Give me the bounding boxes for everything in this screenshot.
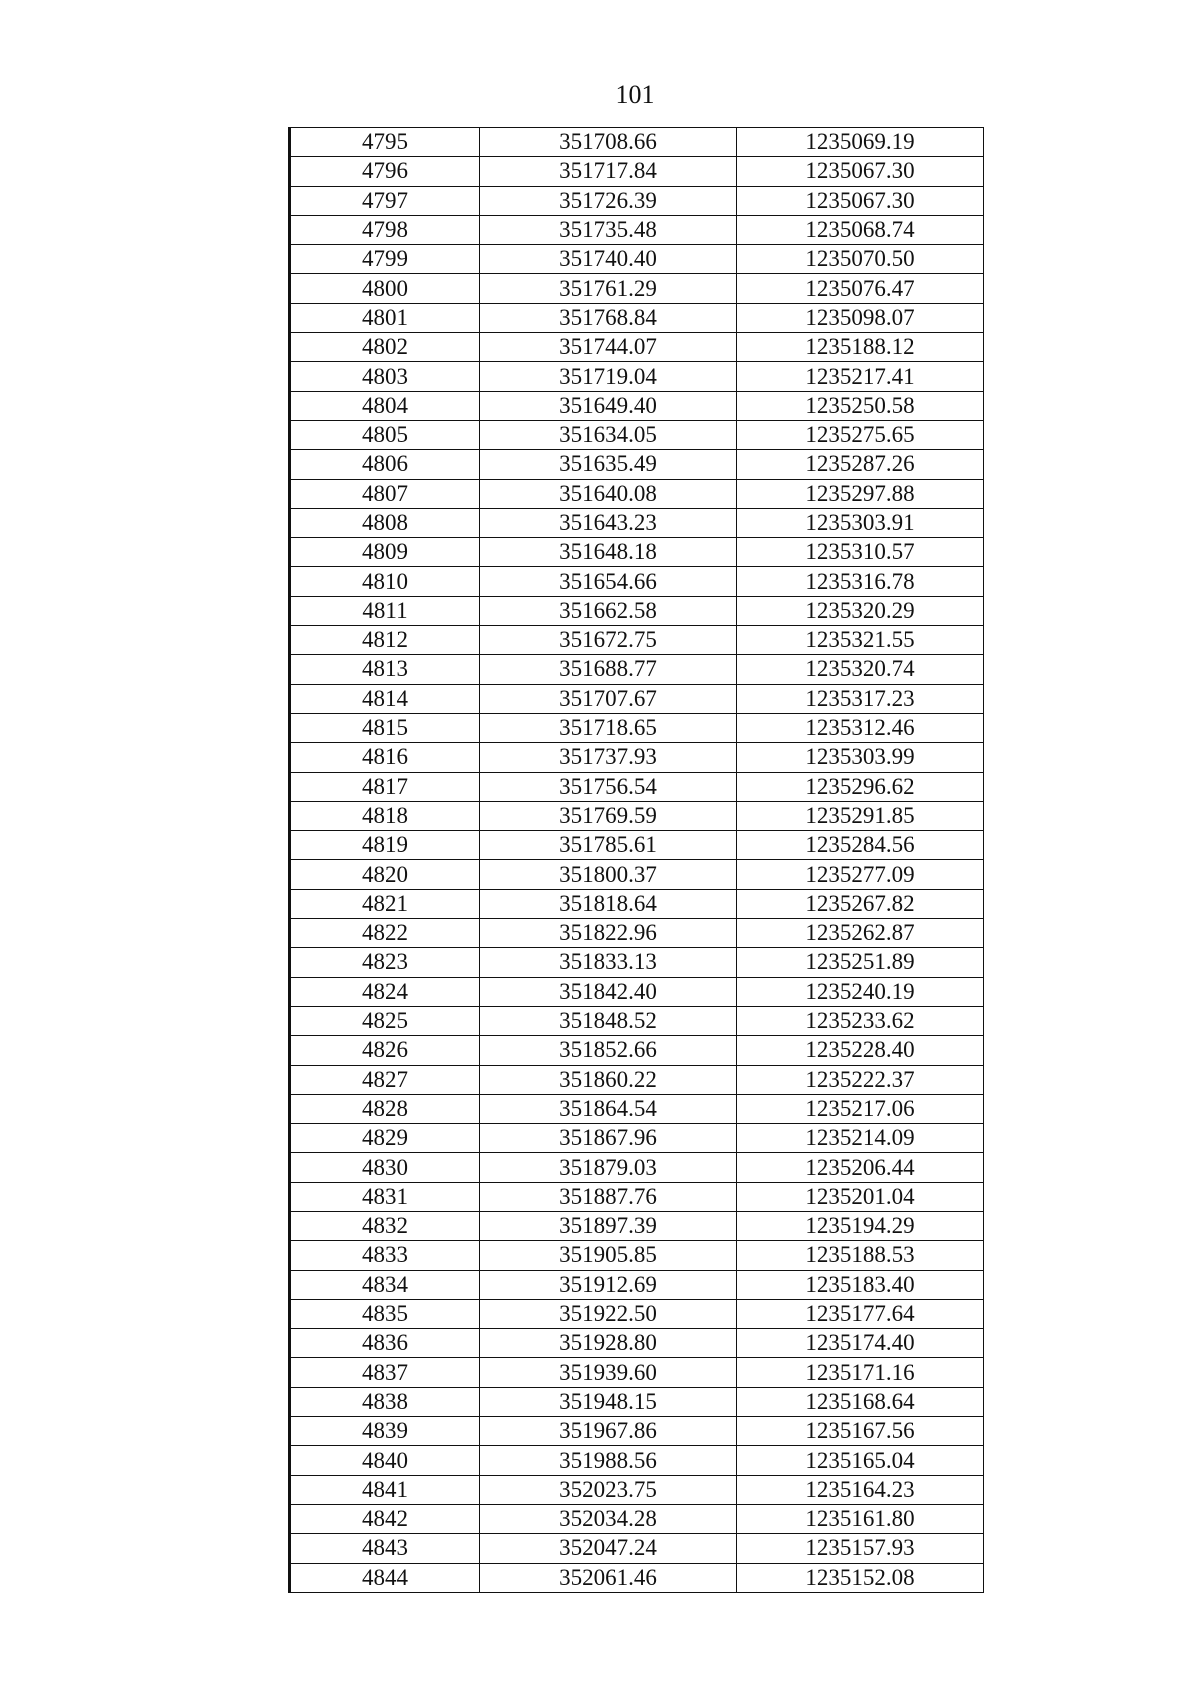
- y-coordinate-cell: 1235320.74: [737, 655, 984, 684]
- point-number-cell: 4838: [290, 1387, 480, 1416]
- x-coordinate-cell: 351769.59: [480, 801, 737, 830]
- x-coordinate-cell: 351640.08: [480, 479, 737, 508]
- point-number-cell: 4837: [290, 1358, 480, 1387]
- table-row: [290, 479, 984, 508]
- x-coordinate-cell: 351726.39: [480, 186, 737, 215]
- y-coordinate-cell: 1235177.64: [737, 1299, 984, 1328]
- table-row: [290, 1153, 984, 1182]
- point-number-cell: 4795: [290, 128, 480, 157]
- y-coordinate-cell: 1235251.89: [737, 948, 984, 977]
- y-coordinate-cell: 1235284.56: [737, 831, 984, 860]
- coordinate-table-body: [290, 128, 984, 1593]
- y-coordinate-cell: 1235165.04: [737, 1446, 984, 1475]
- point-number-cell: 4831: [290, 1182, 480, 1211]
- table-row: [290, 1036, 984, 1065]
- y-coordinate-cell: 1235167.56: [737, 1417, 984, 1446]
- point-number-cell: 4802: [290, 333, 480, 362]
- x-coordinate-cell: 351988.56: [480, 1446, 737, 1475]
- point-number-cell: 4824: [290, 977, 480, 1006]
- y-coordinate-cell: 1235287.26: [737, 450, 984, 479]
- x-coordinate-cell: 351928.80: [480, 1329, 737, 1358]
- table-row: [290, 1329, 984, 1358]
- y-coordinate-cell: 1235068.74: [737, 215, 984, 244]
- table-row: [290, 215, 984, 244]
- x-coordinate-cell: 351785.61: [480, 831, 737, 860]
- point-number-cell: 4842: [290, 1504, 480, 1533]
- table-row: [290, 391, 984, 420]
- page-number: 101: [615, 80, 655, 109]
- y-coordinate-cell: 1235183.40: [737, 1270, 984, 1299]
- table-row: [290, 245, 984, 274]
- table-row: [290, 1094, 984, 1123]
- x-coordinate-cell: 351822.96: [480, 919, 737, 948]
- point-number-cell: 4843: [290, 1534, 480, 1563]
- x-coordinate-cell: 351852.66: [480, 1036, 737, 1065]
- table-row: [290, 508, 984, 537]
- y-coordinate-cell: 1235217.06: [737, 1094, 984, 1123]
- point-number-cell: 4799: [290, 245, 480, 274]
- point-number-cell: 4841: [290, 1475, 480, 1504]
- table-row: [290, 713, 984, 742]
- table-row: [290, 1124, 984, 1153]
- y-coordinate-cell: 1235098.07: [737, 303, 984, 332]
- y-coordinate-cell: 1235267.82: [737, 889, 984, 918]
- table-row: [290, 831, 984, 860]
- point-number-cell: 4797: [290, 186, 480, 215]
- x-coordinate-cell: 351922.50: [480, 1299, 737, 1328]
- table-row: [290, 655, 984, 684]
- x-coordinate-cell: 351768.84: [480, 303, 737, 332]
- point-number-cell: 4829: [290, 1124, 480, 1153]
- y-coordinate-cell: 1235069.19: [737, 128, 984, 157]
- table-row: [290, 1358, 984, 1387]
- table-row: [290, 772, 984, 801]
- x-coordinate-cell: 351662.58: [480, 596, 737, 625]
- y-coordinate-cell: 1235174.40: [737, 1329, 984, 1358]
- point-number-cell: 4808: [290, 508, 480, 537]
- table-row: [290, 1387, 984, 1416]
- x-coordinate-cell: 351864.54: [480, 1094, 737, 1123]
- point-number-cell: 4820: [290, 860, 480, 889]
- point-number-cell: 4827: [290, 1065, 480, 1094]
- x-coordinate-cell: 351897.39: [480, 1211, 737, 1240]
- y-coordinate-cell: 1235164.23: [737, 1475, 984, 1504]
- table-row: [290, 567, 984, 596]
- table-row: [290, 420, 984, 449]
- point-number-cell: 4807: [290, 479, 480, 508]
- x-coordinate-cell: 351718.65: [480, 713, 737, 742]
- table-row: [290, 1299, 984, 1328]
- y-coordinate-cell: 1235171.16: [737, 1358, 984, 1387]
- y-coordinate-cell: 1235157.93: [737, 1534, 984, 1563]
- y-coordinate-cell: 1235296.62: [737, 772, 984, 801]
- y-coordinate-cell: 1235201.04: [737, 1182, 984, 1211]
- table-row: [290, 860, 984, 889]
- y-coordinate-cell: 1235262.87: [737, 919, 984, 948]
- y-coordinate-cell: 1235067.30: [737, 157, 984, 186]
- x-coordinate-cell: 351867.96: [480, 1124, 737, 1153]
- point-number-cell: 4812: [290, 626, 480, 655]
- table-row: [290, 274, 984, 303]
- x-coordinate-cell: 351842.40: [480, 977, 737, 1006]
- x-coordinate-cell: 351735.48: [480, 215, 737, 244]
- x-coordinate-cell: 352023.75: [480, 1475, 737, 1504]
- x-coordinate-cell: 351948.15: [480, 1387, 737, 1416]
- point-number-cell: 4822: [290, 919, 480, 948]
- x-coordinate-cell: 351707.67: [480, 684, 737, 713]
- point-number-cell: 4800: [290, 274, 480, 303]
- y-coordinate-cell: 1235222.37: [737, 1065, 984, 1094]
- x-coordinate-cell: 351800.37: [480, 860, 737, 889]
- point-number-cell: 4833: [290, 1241, 480, 1270]
- x-coordinate-cell: 351912.69: [480, 1270, 737, 1299]
- point-number-cell: 4796: [290, 157, 480, 186]
- x-coordinate-cell: 351744.07: [480, 333, 737, 362]
- point-number-cell: 4818: [290, 801, 480, 830]
- y-coordinate-cell: 1235303.91: [737, 508, 984, 537]
- point-number-cell: 4825: [290, 1006, 480, 1035]
- y-coordinate-cell: 1235217.41: [737, 362, 984, 391]
- point-number-cell: 4817: [290, 772, 480, 801]
- y-coordinate-cell: 1235321.55: [737, 626, 984, 655]
- table-row: [290, 596, 984, 625]
- table-row: [290, 303, 984, 332]
- table-row: [290, 1006, 984, 1035]
- point-number-cell: 4809: [290, 538, 480, 567]
- table-row: [290, 977, 984, 1006]
- table-row: [290, 157, 984, 186]
- point-number-cell: 4836: [290, 1329, 480, 1358]
- point-number-cell: 4819: [290, 831, 480, 860]
- table-row: [290, 919, 984, 948]
- y-coordinate-cell: 1235320.29: [737, 596, 984, 625]
- y-coordinate-cell: 1235233.62: [737, 1006, 984, 1035]
- x-coordinate-cell: 351654.66: [480, 567, 737, 596]
- point-number-cell: 4810: [290, 567, 480, 596]
- y-coordinate-cell: 1235214.09: [737, 1124, 984, 1153]
- y-coordinate-cell: 1235316.78: [737, 567, 984, 596]
- table-row: [290, 1417, 984, 1446]
- point-number-cell: 4832: [290, 1211, 480, 1240]
- x-coordinate-cell: 352061.46: [480, 1563, 737, 1592]
- y-coordinate-cell: 1235291.85: [737, 801, 984, 830]
- y-coordinate-cell: 1235168.64: [737, 1387, 984, 1416]
- x-coordinate-cell: 351818.64: [480, 889, 737, 918]
- point-number-cell: 4828: [290, 1094, 480, 1123]
- y-coordinate-cell: 1235297.88: [737, 479, 984, 508]
- x-coordinate-cell: 351737.93: [480, 743, 737, 772]
- x-coordinate-cell: 351634.05: [480, 420, 737, 449]
- table-row: [290, 333, 984, 362]
- table-row: [290, 1065, 984, 1094]
- table-row: [290, 948, 984, 977]
- point-number-cell: 4798: [290, 215, 480, 244]
- x-coordinate-cell: 351879.03: [480, 1153, 737, 1182]
- x-coordinate-cell: 351887.76: [480, 1182, 737, 1211]
- y-coordinate-cell: 1235067.30: [737, 186, 984, 215]
- y-coordinate-cell: 1235070.50: [737, 245, 984, 274]
- point-number-cell: 4816: [290, 743, 480, 772]
- point-number-cell: 4844: [290, 1563, 480, 1592]
- x-coordinate-cell: 351643.23: [480, 508, 737, 537]
- point-number-cell: 4801: [290, 303, 480, 332]
- x-coordinate-cell: 351708.66: [480, 128, 737, 157]
- y-coordinate-cell: 1235310.57: [737, 538, 984, 567]
- coordinate-table: [288, 127, 984, 1593]
- y-coordinate-cell: 1235275.65: [737, 420, 984, 449]
- y-coordinate-cell: 1235303.99: [737, 743, 984, 772]
- table-row: [290, 1182, 984, 1211]
- x-coordinate-cell: 351860.22: [480, 1065, 737, 1094]
- point-number-cell: 4826: [290, 1036, 480, 1065]
- point-number-cell: 4813: [290, 655, 480, 684]
- table-row: [290, 128, 984, 157]
- point-number-cell: 4823: [290, 948, 480, 977]
- y-coordinate-cell: 1235161.80: [737, 1504, 984, 1533]
- point-number-cell: 4834: [290, 1270, 480, 1299]
- table-row: [290, 684, 984, 713]
- y-coordinate-cell: 1235250.58: [737, 391, 984, 420]
- x-coordinate-cell: 351672.75: [480, 626, 737, 655]
- point-number-cell: 4803: [290, 362, 480, 391]
- table-row: [290, 743, 984, 772]
- x-coordinate-cell: 351939.60: [480, 1358, 737, 1387]
- point-number-cell: 4839: [290, 1417, 480, 1446]
- table-row: [290, 1211, 984, 1240]
- x-coordinate-cell: 351717.84: [480, 157, 737, 186]
- table-row: [290, 1270, 984, 1299]
- x-coordinate-cell: 351648.18: [480, 538, 737, 567]
- table-row: [290, 626, 984, 655]
- point-number-cell: 4830: [290, 1153, 480, 1182]
- x-coordinate-cell: 351848.52: [480, 1006, 737, 1035]
- y-coordinate-cell: 1235228.40: [737, 1036, 984, 1065]
- y-coordinate-cell: 1235188.53: [737, 1241, 984, 1270]
- table-row: [290, 1504, 984, 1533]
- y-coordinate-cell: 1235206.44: [737, 1153, 984, 1182]
- x-coordinate-cell: 351756.54: [480, 772, 737, 801]
- x-coordinate-cell: 351905.85: [480, 1241, 737, 1270]
- x-coordinate-cell: 351761.29: [480, 274, 737, 303]
- x-coordinate-cell: 351833.13: [480, 948, 737, 977]
- table-row: [290, 1534, 984, 1563]
- point-number-cell: 4840: [290, 1446, 480, 1475]
- point-number-cell: 4806: [290, 450, 480, 479]
- table-row: [290, 801, 984, 830]
- table-row: [290, 889, 984, 918]
- point-number-cell: 4821: [290, 889, 480, 918]
- table-row: [290, 1241, 984, 1270]
- table-row: [290, 450, 984, 479]
- point-number-cell: 4814: [290, 684, 480, 713]
- table-row: [290, 1563, 984, 1592]
- point-number-cell: 4811: [290, 596, 480, 625]
- x-coordinate-cell: 351740.40: [480, 245, 737, 274]
- y-coordinate-cell: 1235240.19: [737, 977, 984, 1006]
- y-coordinate-cell: 1235152.08: [737, 1563, 984, 1592]
- y-coordinate-cell: 1235188.12: [737, 333, 984, 362]
- point-number-cell: 4805: [290, 420, 480, 449]
- y-coordinate-cell: 1235277.09: [737, 860, 984, 889]
- x-coordinate-cell: 351967.86: [480, 1417, 737, 1446]
- table-row: [290, 186, 984, 215]
- x-coordinate-cell: 351688.77: [480, 655, 737, 684]
- table-row: [290, 1475, 984, 1504]
- table-row: [290, 362, 984, 391]
- x-coordinate-cell: 351719.04: [480, 362, 737, 391]
- y-coordinate-cell: 1235076.47: [737, 274, 984, 303]
- point-number-cell: 4804: [290, 391, 480, 420]
- y-coordinate-cell: 1235312.46: [737, 713, 984, 742]
- x-coordinate-cell: 351635.49: [480, 450, 737, 479]
- x-coordinate-cell: 352047.24: [480, 1534, 737, 1563]
- table-row: [290, 1446, 984, 1475]
- y-coordinate-cell: 1235194.29: [737, 1211, 984, 1240]
- table-row: [290, 538, 984, 567]
- point-number-cell: 4835: [290, 1299, 480, 1328]
- x-coordinate-cell: 351649.40: [480, 391, 737, 420]
- x-coordinate-cell: 352034.28: [480, 1504, 737, 1533]
- y-coordinate-cell: 1235317.23: [737, 684, 984, 713]
- point-number-cell: 4815: [290, 713, 480, 742]
